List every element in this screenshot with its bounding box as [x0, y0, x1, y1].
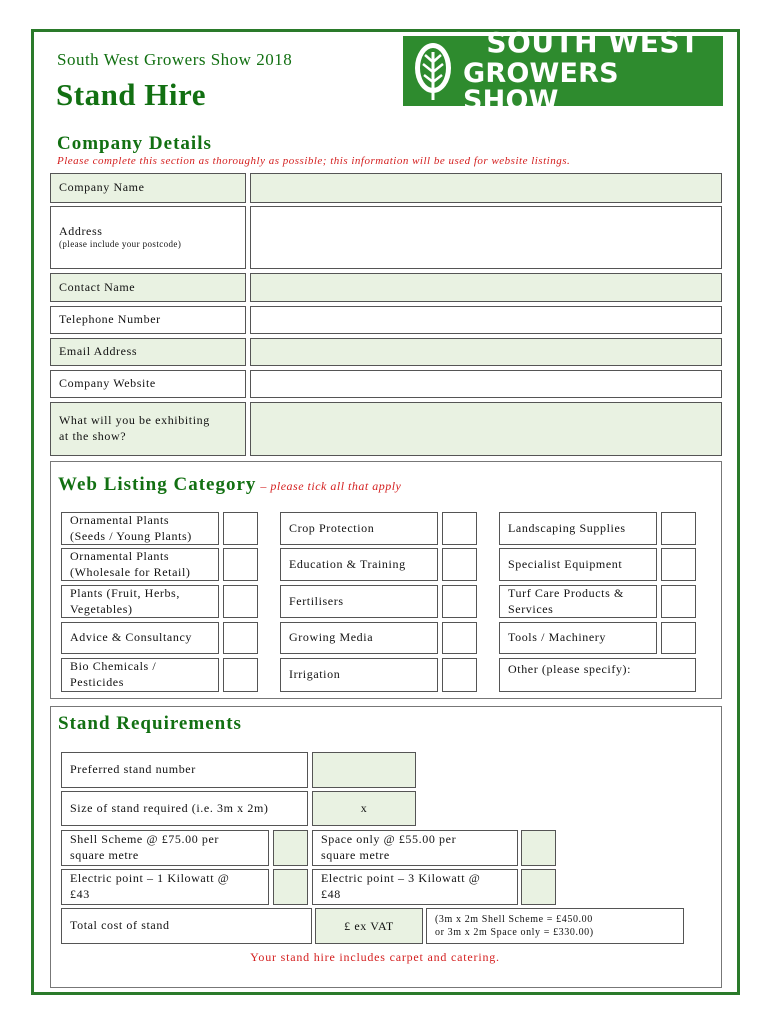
web-listing-hint: – please tick all that apply [260, 479, 402, 493]
electric-3kw-checkbox[interactable] [521, 869, 556, 905]
category-irrigation: Irrigation [280, 658, 438, 692]
web-listing-heading: Web Listing Category – please tick all that apply [58, 474, 402, 495]
checkbox-education-training[interactable] [442, 548, 477, 581]
telephone-label: Telephone Number [50, 306, 246, 334]
logo-text-line1: SOUTH WEST [486, 25, 700, 59]
website-label: Company Website [50, 370, 246, 398]
exhibiting-field[interactable] [250, 402, 722, 456]
category-ornamental-wholesale: Ornamental Plants (Wholesale for Retail) [61, 548, 219, 581]
electric-3kw-label: Electric point – 3 Kilowatt @ £48 [312, 869, 518, 905]
checkbox-specialist-equipment[interactable] [661, 548, 696, 581]
total-cost-field[interactable] [315, 908, 423, 944]
stand-size-label: Size of stand required (i.e. 3m x 2m) [61, 791, 308, 826]
category-fertilisers: Fertilisers [280, 585, 438, 618]
stand-requirements-heading: Stand Requirements [58, 713, 242, 734]
address-note: (please include your postcode) [59, 239, 182, 250]
leaf-icon [403, 36, 463, 106]
page-title: Stand Hire [56, 77, 206, 112]
category-crop-protection: Crop Protection [280, 512, 438, 545]
checkbox-tools-machinery[interactable] [661, 622, 696, 654]
category-bio-chemicals: Bio Chemicals / Pesticides [61, 658, 219, 692]
company-name-label: Company Name [50, 173, 246, 203]
checkbox-turf-care[interactable] [661, 585, 696, 618]
category-specialist-equipment: Specialist Equipment [499, 548, 657, 581]
total-cost-value: £ ex VAT [344, 918, 394, 933]
total-cost-label: Total cost of stand [61, 908, 312, 944]
company-name-field[interactable] [250, 173, 722, 203]
category-other-label: Other (please specify): [508, 662, 632, 676]
checkbox-plants-fruit[interactable] [223, 585, 258, 618]
category-plants-fruit: Plants (Fruit, Herbs, Vegetables) [61, 585, 219, 618]
checkbox-advice-consultancy[interactable] [223, 622, 258, 654]
category-turf-care: Turf Care Products & Services [499, 585, 657, 618]
checkbox-growing-media[interactable] [442, 622, 477, 654]
shell-scheme-label: Shell Scheme @ £75.00 per square metre [61, 830, 269, 866]
company-details-instructions: Please complete this section as thoroughly as possible; this information will be used for website listings. [57, 155, 571, 167]
preferred-stand-field[interactable] [312, 752, 416, 788]
space-only-label: Space only @ £55.00 per square metre [312, 830, 518, 866]
show-title: South West Growers Show 2018 [57, 50, 293, 69]
contact-name-label: Contact Name [50, 273, 246, 302]
preferred-stand-label: Preferred stand number [61, 752, 308, 788]
logo-text-line2: GROWERS SHOW [463, 57, 619, 116]
category-education-training: Education & Training [280, 548, 438, 581]
checkbox-bio-chemicals[interactable] [223, 658, 258, 692]
telephone-field[interactable] [250, 306, 722, 334]
pricing-example-note: (3m x 2m Shell Scheme = £450.00 or 3m x 2m Space only = £330.00) [426, 908, 684, 944]
checkbox-crop-protection[interactable] [442, 512, 477, 545]
checkbox-fertilisers[interactable] [442, 585, 477, 618]
stand-size-separator: x [360, 801, 368, 815]
stand-size-field[interactable] [312, 791, 416, 826]
address-field[interactable] [250, 206, 722, 269]
category-advice-consultancy: Advice & Consultancy [61, 622, 219, 654]
address-label: Address (please include your postcode) [50, 206, 246, 269]
electric-1kw-checkbox[interactable] [273, 869, 308, 905]
carpet-catering-note: Your stand hire includes carpet and catering. [250, 950, 500, 964]
company-details-heading: Company Details [57, 133, 212, 154]
show-logo [403, 25, 723, 116]
category-tools-machinery: Tools / Machinery [499, 622, 657, 654]
contact-name-field[interactable] [250, 273, 722, 302]
category-growing-media: Growing Media [280, 622, 438, 654]
space-only-checkbox[interactable] [521, 830, 556, 866]
category-landscaping-supplies: Landscaping Supplies [499, 512, 657, 545]
checkbox-landscaping-supplies[interactable] [661, 512, 696, 545]
email-label: Email Address [50, 338, 246, 366]
category-other-field[interactable] [499, 658, 696, 692]
email-field[interactable] [250, 338, 722, 366]
website-field[interactable] [250, 370, 722, 398]
checkbox-ornamental-wholesale[interactable] [223, 548, 258, 581]
exhibiting-label: What will you be exhibiting at the show? [50, 402, 246, 456]
electric-1kw-label: Electric point – 1 Kilowatt @ £43 [61, 869, 269, 905]
checkbox-ornamental-seeds[interactable] [223, 512, 258, 545]
category-ornamental-seeds: Ornamental Plants (Seeds / Young Plants) [61, 512, 219, 545]
shell-scheme-checkbox[interactable] [273, 830, 308, 866]
checkbox-irrigation[interactable] [442, 658, 477, 692]
